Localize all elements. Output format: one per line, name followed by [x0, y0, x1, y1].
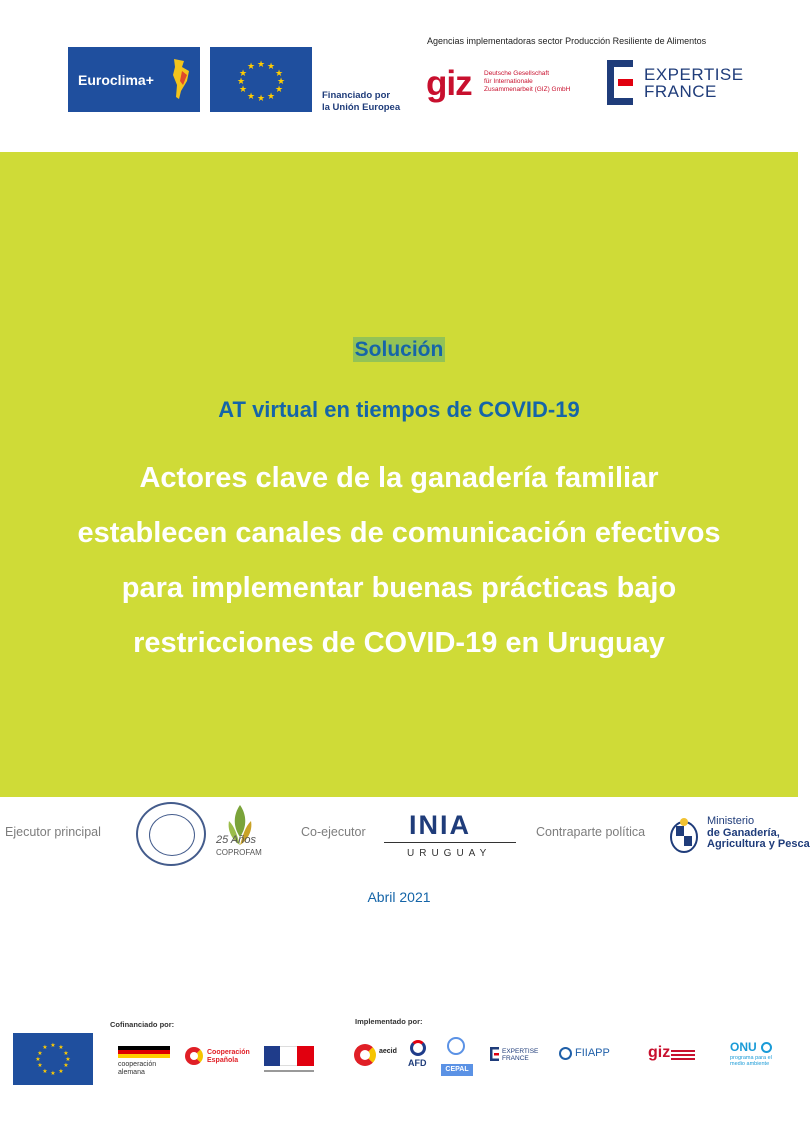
svg-text:★: ★ — [50, 1070, 56, 1077]
seal-inner-ring — [149, 814, 195, 856]
publication-date: Abril 2021 — [367, 889, 431, 905]
ministerio-line3: Agricultura y Pesca — [707, 838, 810, 850]
coop-espanola-line2: Española — [207, 1057, 239, 1064]
coprofam-years: 25 Años — [216, 834, 256, 846]
un-emblem-icon — [447, 1037, 465, 1055]
euroclima-label: Euroclima+ — [78, 71, 154, 88]
expertise-small-line1: EXPERTISE — [502, 1048, 539, 1055]
latin-america-map-icon — [170, 57, 192, 101]
onu-text: ONU — [730, 1040, 757, 1054]
comision-nacional-seal-logo — [136, 802, 206, 866]
giz-logo-text: giz — [426, 64, 472, 103]
expertise-line2: FRANCE — [644, 82, 717, 101]
afd-icon — [410, 1040, 426, 1056]
expertise-france-text — [644, 66, 744, 100]
onu-sub-line1: programa para el — [730, 1055, 772, 1061]
ministerio-text — [707, 816, 810, 851]
title-line1: Actores clave de la ganadería familiar — [139, 462, 659, 494]
expertise-france-mark-icon — [607, 60, 635, 105]
title-line2: establecen canales de comunicación efectivos — [77, 517, 721, 549]
svg-text:★: ★ — [42, 1068, 48, 1075]
svg-text:★: ★ — [266, 92, 276, 102]
inia-logo-text: INIA — [409, 810, 471, 840]
expertise-small-line2: FRANCE — [502, 1055, 529, 1062]
expertise-france-small-icon — [490, 1047, 499, 1061]
french-flag-red — [297, 1046, 314, 1066]
cover-title — [30, 451, 768, 671]
coprofam-name: COPROFAM — [216, 848, 262, 857]
fiiapp-text: FIIAPP — [575, 1047, 610, 1059]
coop-alemana-text: cooperación alemana — [118, 1061, 157, 1076]
french-flag-white — [280, 1046, 297, 1066]
giz-subtitle — [484, 70, 570, 94]
svg-text:★: ★ — [256, 60, 266, 70]
giz-small-text: giz — [648, 1044, 671, 1061]
giz-small-sublines — [671, 1050, 695, 1052]
solution-label — [0, 338, 798, 362]
svg-text:★: ★ — [58, 1068, 64, 1075]
svg-text:★: ★ — [274, 69, 284, 79]
svg-text:★: ★ — [37, 1062, 43, 1069]
cover-subtitle: AT virtual en tiempos de COVID-19 — [218, 397, 580, 422]
uruguay-coat-of-arms-icon — [664, 816, 704, 856]
svg-text:★: ★ — [65, 1056, 71, 1063]
onu-subtitle — [730, 1055, 772, 1067]
cofinanciado-label: Cofinanciado por: — [110, 1020, 175, 1029]
eu-stars-small-icon — [13, 1033, 93, 1085]
giz-sub-line1: Deutsche Gesellschaft — [484, 70, 550, 77]
eu-funding-note — [322, 90, 400, 114]
svg-text:★: ★ — [37, 1050, 43, 1057]
coop-espanola-text — [207, 1049, 250, 1065]
eu-flag-footer-logo — [13, 1033, 93, 1085]
svg-text:★: ★ — [58, 1044, 64, 1051]
funded-line1: Financiado por — [322, 90, 391, 101]
funded-line2: la Unión Europea — [322, 102, 401, 113]
title-line3: para implementar buenas prácticas bajo — [121, 572, 677, 604]
svg-text:★: ★ — [63, 1062, 69, 1069]
inia-divider — [384, 842, 516, 843]
giz-sub-line3: Zusammenarbeit (GIZ) GmbH — [484, 86, 571, 93]
expertise-france-small-text — [502, 1048, 538, 1062]
svg-text:★: ★ — [42, 1044, 48, 1051]
inia-uruguay-text: URUGUAY — [407, 848, 492, 859]
svg-text:★: ★ — [236, 77, 246, 87]
french-republic-caption-line — [264, 1070, 314, 1072]
coop-espanola-line1: Cooperación — [207, 1049, 250, 1056]
svg-text:★: ★ — [246, 92, 256, 102]
afd-text: AFD — [408, 1058, 427, 1068]
onu-sub-line2: medio ambiente — [730, 1061, 770, 1067]
cepal-text: CEPAL — [441, 1064, 473, 1076]
euroclima-logo — [68, 47, 200, 112]
title-line4: restricciones de COVID-19 en Uruguay — [133, 627, 665, 659]
svg-text:★: ★ — [266, 62, 276, 72]
svg-text:★: ★ — [238, 69, 248, 79]
svg-text:★: ★ — [63, 1050, 69, 1057]
svg-text:★: ★ — [256, 94, 266, 104]
svg-text:★: ★ — [50, 1042, 56, 1049]
svg-text:★: ★ — [274, 85, 284, 95]
coejecutor-label: Co-ejecutor — [301, 825, 366, 839]
eu-stars-icon — [210, 47, 312, 112]
svg-text:★: ★ — [35, 1056, 41, 1063]
implementado-label: Implementado por: — [355, 1017, 423, 1026]
svg-text:★: ★ — [276, 77, 286, 87]
coop-espanola-icon — [185, 1047, 203, 1065]
contraparte-label: Contraparte política — [536, 825, 646, 839]
french-flag-blue — [264, 1046, 280, 1066]
ministerio-line2: de Ganadería, — [707, 826, 780, 839]
fiiapp-globe-icon — [559, 1047, 572, 1060]
aecid-text: aecid — [379, 1048, 397, 1055]
ejecutor-label: Ejecutor principal — [5, 825, 101, 839]
ministerio-line1: Ministerio — [707, 815, 755, 827]
eu-flag-logo — [210, 47, 312, 112]
giz-sub-line2: für Internationale — [484, 78, 533, 85]
svg-text:★: ★ — [238, 85, 248, 95]
svg-text:★: ★ — [246, 62, 256, 72]
onu-emblem-icon — [761, 1042, 772, 1053]
aecid-icon — [354, 1044, 376, 1066]
german-flag-stripe-gold — [118, 1054, 170, 1058]
expertise-line1: EXPERTISE — [644, 65, 744, 84]
agencies-caption: Agencias implementadoras sector Producción Resiliente de Alimentos — [427, 36, 707, 46]
solution-label-text: Solución — [354, 338, 444, 361]
